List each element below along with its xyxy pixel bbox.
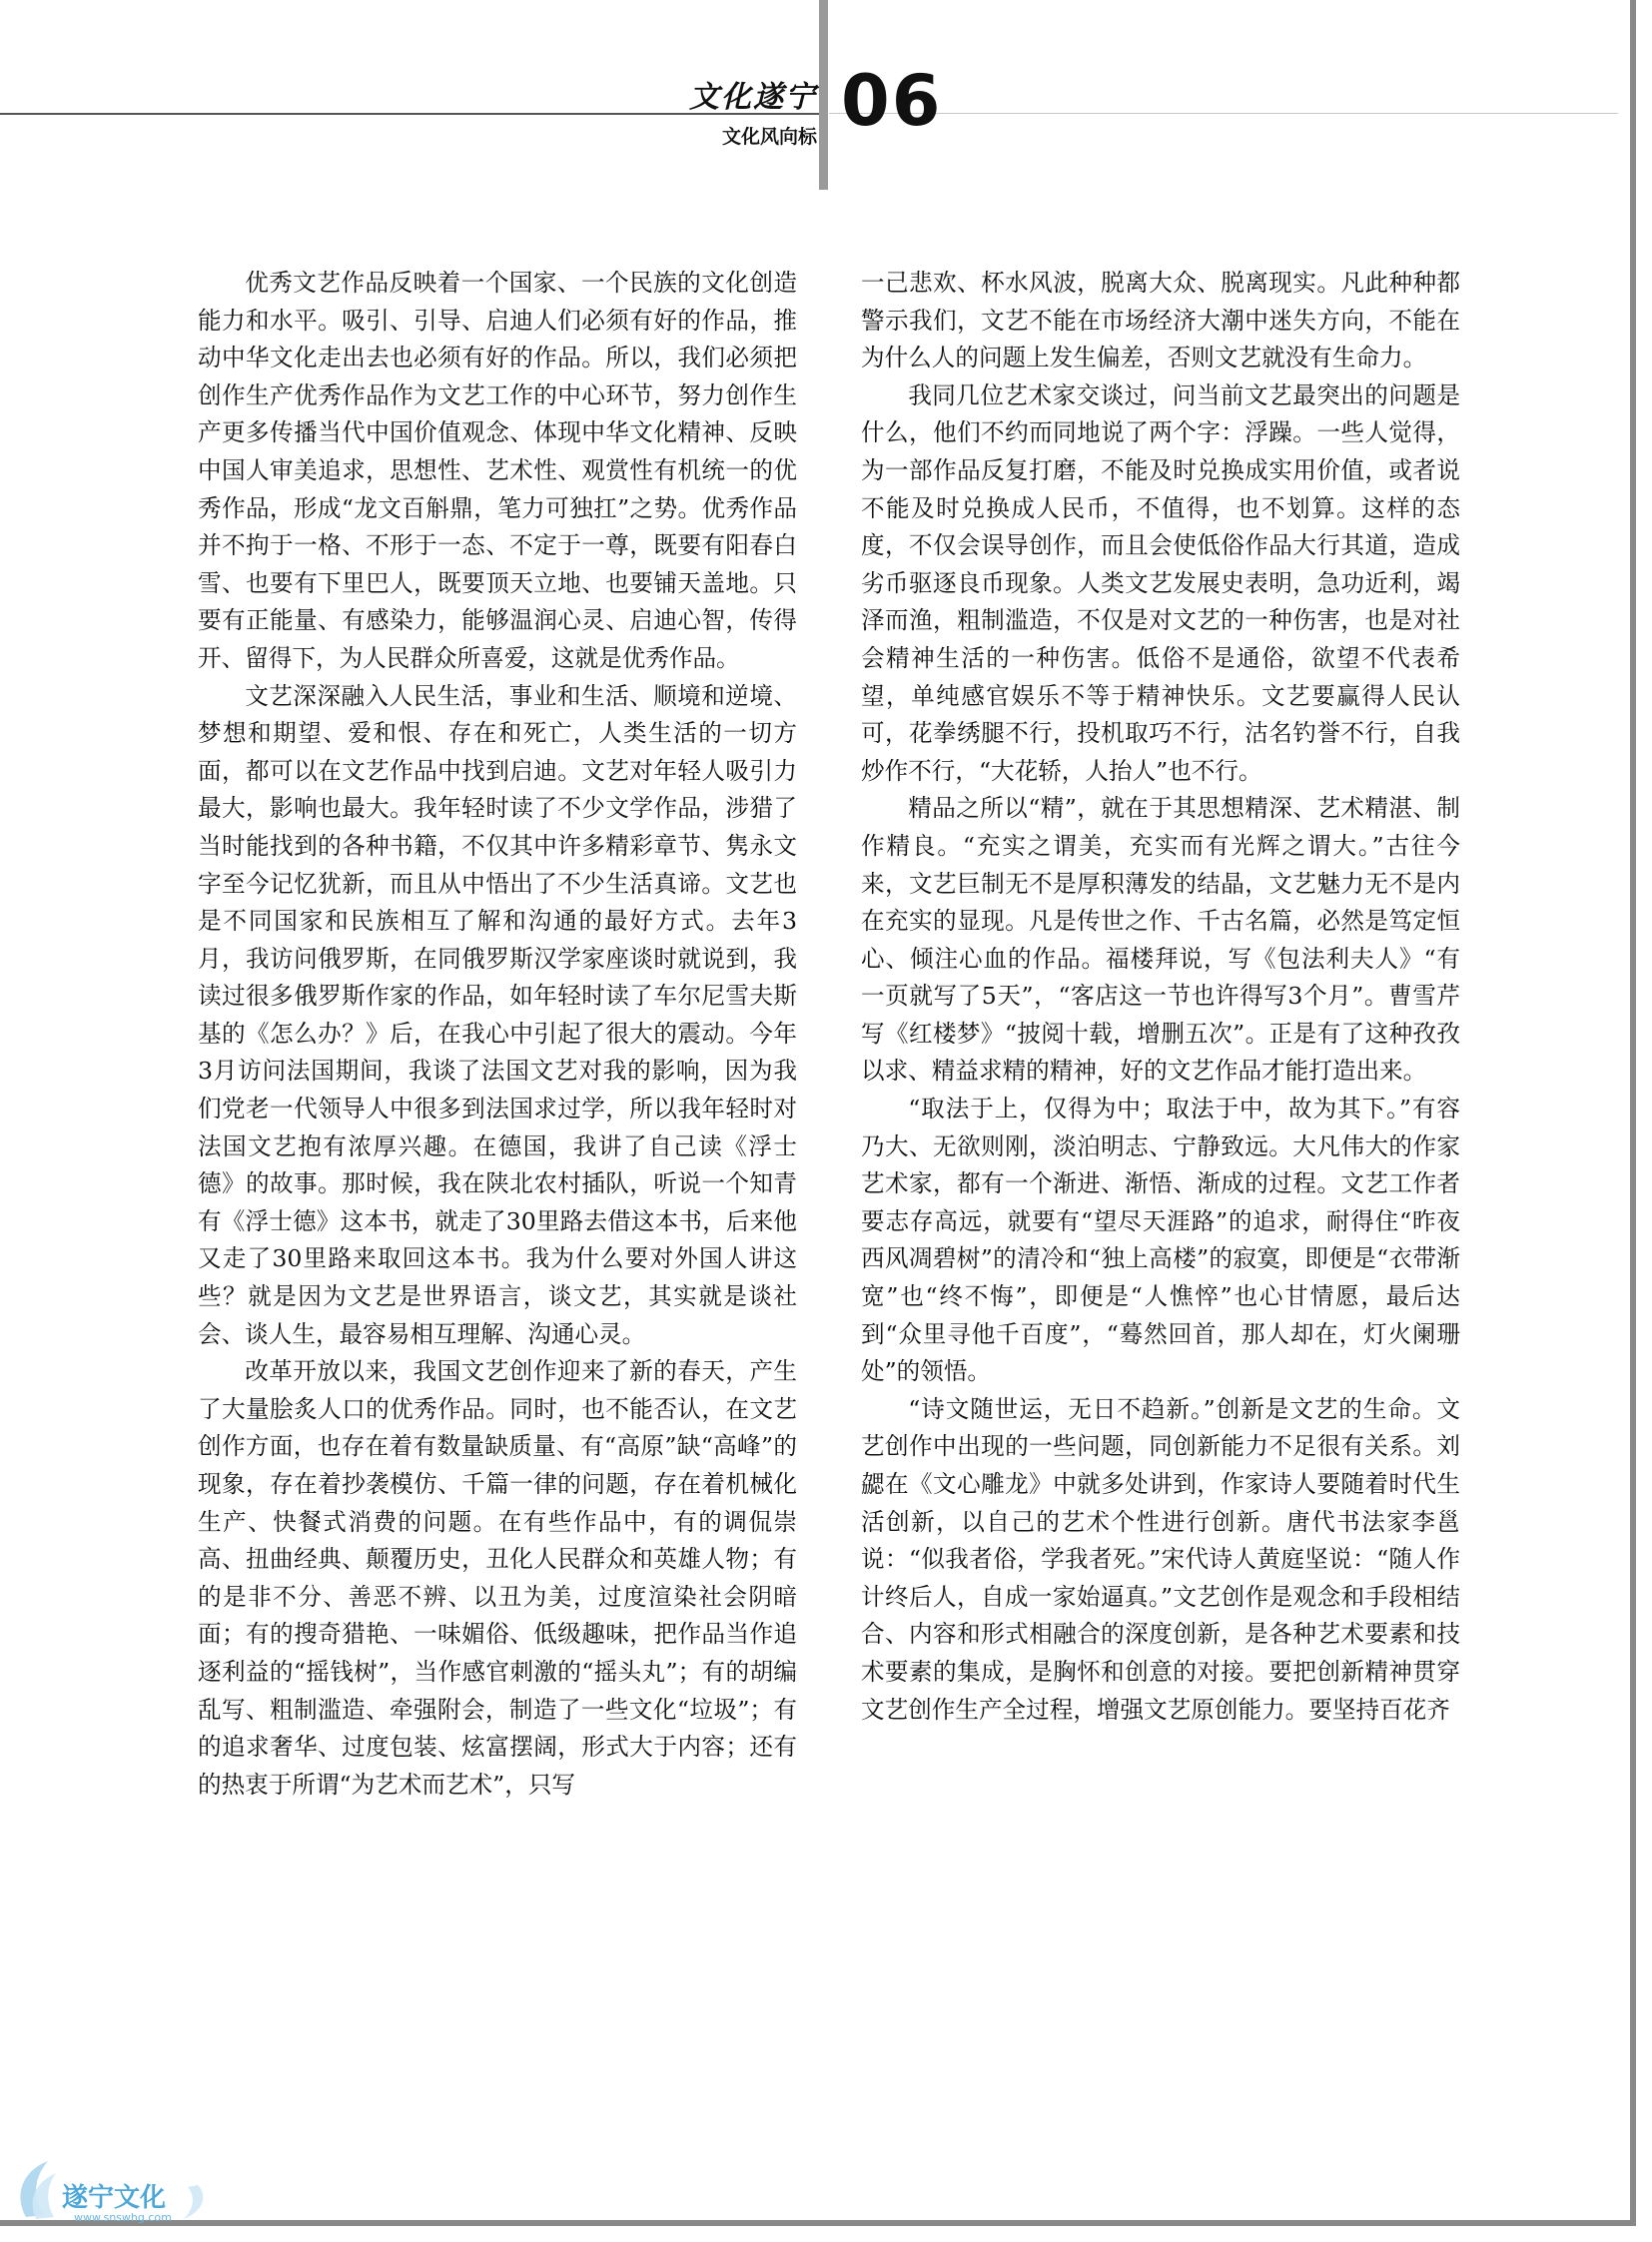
paragraph: 优秀文艺作品反映着一个国家、一个民族的文化创造能力和水平。吸引、引导、启迪人们必须有好的作品，推动中华文化走出去也必须有好的作品。所以，我们必须把创作生产优秀作品作为文艺工作的中心环节，努力创作生产更多传播当代中国价值观念、体现中华文化精神、反映中国人审美追求，思想性、艺术性、观赏性有机统一的优秀作品，形成“龙文百斛鼎，笔力可独扛”之势。优秀作品并不拘于一格、不形于一态、不定于一尊，既要有阳春白雪、也要有下里巴人，既要顶天立地、也要铺天盖地。只要有正能量、有感染力，能够温润心灵、启迪心智，传得开、留得下，为人民群众所喜爱，这就是优秀作品。 bbox=[198, 269, 797, 672]
paragraph: “取法于上，仅得为中；取法于中，故为其下。”有容乃大、无欲则刚，淡泊明志、宁静致远。大凡伟大的作家艺术家，都有一个渐进、渐悟、渐成的过程。文艺工作者要志存高远，就要有“望尽天涯路”的追求，耐得住“昨夜西风凋碧树”的清冷和“独上高楼”的寂寞，即便是“衣带渐宽”也“终不悔”，即便是“人憔悴”也心甘情愿，最后达到“众里寻他千百度”，“蓦然回首，那人却在，灯火阑珊处”的领悟。 bbox=[861, 1095, 1460, 1386]
article-column-left bbox=[198, 265, 797, 1804]
section-title: 文化遂宁 bbox=[689, 80, 817, 115]
paragraph: 精品之所以“精”，就在于其思想精深、艺术精湛、制作精良。“充实之谓美，充实而有光辉之谓大。”古往今来，文艺巨制无不是厚积薄发的结晶，文艺魅力无不是内在充实的显现。凡是传世之作、千古名篇，必然是笃定恒心、倾注心血的作品。福楼拜说，写《包法利夫人》“有一页就写了5天”，“客店这一节也许得写3个月”。曹雪芹写《红楼梦》“披阅十载，增删五次”。正是有了这种孜孜以求、精益求精的精神，好的文艺作品才能打造出来。 bbox=[861, 794, 1460, 1086]
header-vertical-bar bbox=[819, 0, 828, 190]
logo-text: 遂宁文化 bbox=[62, 2183, 167, 2213]
paragraph: 一己悲欢、杯水风波，脱离大众、脱离现实。凡此种种都警示我们，文艺不能在市场经济大潮中迷失方向，不能在为什么人的问题上发生偏差，否则文艺就没有生命力。 bbox=[861, 269, 1460, 373]
section-subtitle: 文化风向标 bbox=[721, 126, 817, 148]
paragraph: 文艺深深融入人民生活，事业和生活、顺境和逆境、梦想和期望、爱和恨、存在和死亡，人类生活的一切方面，都可以在文艺作品中找到启迪。文艺对年轻人吸引力最大，影响也最大。我年轻时读了不少文学作品，涉猎了当时能找到的各种书籍，不仅其中许多精彩章节、隽永文字至今记忆犹新，而且从中悟出了不少生活真谛。文艺也是不同国家和民族相互了解和沟通的最好方式。去年3月，我访问俄罗斯，在同俄罗斯汉学家座谈时就说到，我读过很多俄罗斯作家的作品，如年轻时读了车尔尼雪夫斯基的《怎么办？》后，在我心中引起了很大的震动。今年3月访问法国期间，我谈了法国文艺对我的影响，因为我们党老一代领导人中很多到法国求过学，所以我年轻时对法国文艺抱有浓厚兴趣。在德国，我讲了自己读《浮士德》的故事。那时候，我在陕北农村插队，听说一个知青有《浮士德》这本书，就走了30里路去借这本书，后来他又走了30里路来取回这本书。我为什么要对外国人讲这些？就是因为文艺是世界语言，谈文艺，其实就是谈社会、谈人生，最容易相互理解、沟通心灵。 bbox=[198, 681, 797, 1348]
paragraph: 改革开放以来，我国文艺创作迎来了新的春天，产生了大量脍炙人口的优秀作品。同时，也不能否认，在文艺创作方面，也存在着有数量缺质量、有“高原”缺“高峰”的现象，存在着抄袭模仿、千篇一律的问题，存在着机械化生产、快餐式消费的问题。在有些作品中，有的调侃崇高、扭曲经典、颠覆历史，丑化人民群众和英雄人物；有的是非不分、善恶不辨、以丑为美，过度渲染社会阴暗面；有的搜奇猎艳、一味媚俗、低级趣味，把作品当作追逐利益的“摇钱树”，当作感官刺激的“摇头丸”；有的胡编乱写、粗制滥造、牵强附会，制造了一些文化“垃圾”；有的追求奢华、过度包装、炫富摆阔，形式大于内容；还有的热衷于所谓“为艺术而艺术”，只写 bbox=[198, 1357, 797, 1799]
paragraph: 我同几位艺术家交谈过，问当前文艺最突出的问题是什么，他们不约而同地说了两个字：浮躁。一些人觉得，为一部作品反复打磨，不能及时兑换成实用价值，或者说不能及时兑换成人民币，不值得，也不划算。这样的态度，不仅会误导创作，而且会使低俗作品大行其道，造成劣币驱逐良币现象。人类文艺发展史表明，急功近利，竭泽而渔，粗制滥造，不仅是对文艺的一种伤害，也是对社会精神生活的一种伤害。低俗不是通俗，欲望不代表希望，单纯感官娱乐不等于精神快乐。文艺要赢得人民认可，花拳绣腿不行，投机取巧不行，沽名钓誉不行，自我炒作不行，“大花轿，人抬人”也不行。 bbox=[861, 380, 1460, 785]
article-column-right bbox=[861, 265, 1460, 1729]
page-number: 06 bbox=[841, 60, 943, 142]
logo-url: www.snswhg.com bbox=[74, 2211, 172, 2224]
paragraph: “诗文随世运，无日不趋新。”创新是文艺的生命。文艺创作中出现的一些问题，同创新能力不足很有关系。刘勰在《文心雕龙》中就多处讲到，作家诗人要随着时代生活创新，以自己的艺术个性进行创新。唐代书法家李邕说：“似我者俗，学我者死。”宋代诗人黄庭坚说：“随人作计终后人，自成一家始逼真。”文艺创作是观念和手段相结合、内容和形式相融合的深度创新，是各种艺术要素和技术要素的集成，是胸怀和创意的对接。要把创新精神贯穿文艺创作生产全过程，增强文艺原创能力。要坚持百花齐 bbox=[861, 1394, 1460, 1724]
header-rule-right bbox=[829, 113, 1618, 114]
